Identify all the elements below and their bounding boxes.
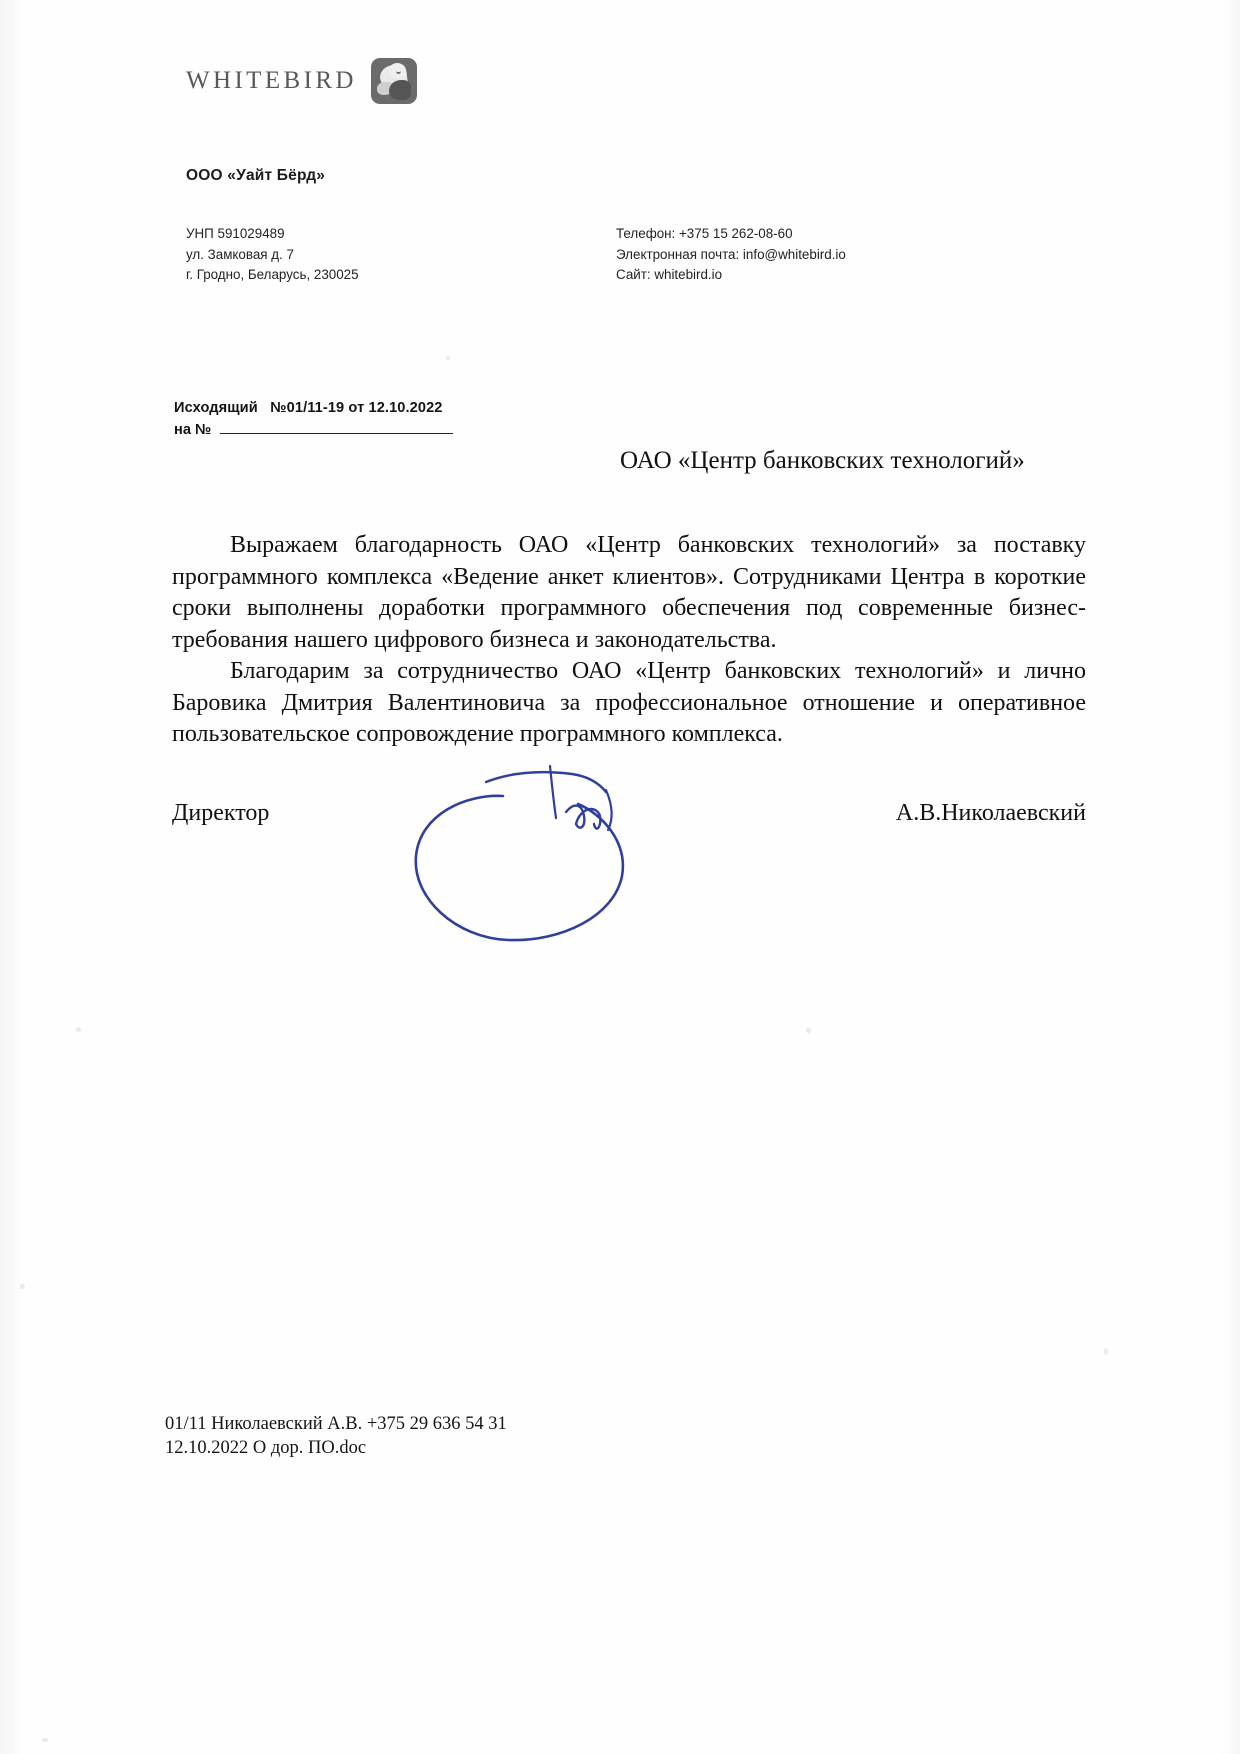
signatory-title: Директор xyxy=(172,800,270,826)
company-email: Электронная почта: info@whitebird.io xyxy=(616,246,846,262)
scan-speck xyxy=(806,1028,811,1033)
letter-body xyxy=(172,530,1086,751)
document-footer xyxy=(165,1412,507,1460)
company-website: Сайт: whitebird.io xyxy=(616,267,723,282)
scan-speck xyxy=(446,356,450,360)
reference-block xyxy=(174,400,453,438)
company-street: ул. Замковая д. 7 xyxy=(186,246,294,262)
outgoing-reference xyxy=(174,400,453,416)
addressee: ОАО «Центр банковских технологий» xyxy=(620,447,1025,474)
reply-label: на № xyxy=(174,422,212,438)
company-tax-id: УНП 591029489 xyxy=(186,226,285,241)
letterhead xyxy=(186,58,417,104)
company-address-column xyxy=(186,224,616,286)
company-name: ООО «Уайт Бёрд» xyxy=(186,167,326,184)
signatory-name: А.В.Николаевский xyxy=(895,800,1086,826)
bird-logo-icon xyxy=(371,58,417,104)
footer-line-contact: 01/11 Николаевский А.В. +375 29 636 54 31 xyxy=(165,1414,507,1434)
body-paragraph-1: Выражаем благодарность ОАО «Центр банковских технологий» за поставку программного комплекса «Ведение анкет клиентов». Сотрудниками Центра в короткие сроки выполнены доработки программного обеспечения под современные бизнес-требования нашего цифрового бизнеса и законодательства. xyxy=(172,532,1086,653)
scan-speck xyxy=(42,1738,48,1742)
scan-edge-right xyxy=(1218,0,1240,1754)
company-contact-column xyxy=(616,224,1046,286)
outgoing-label: Исходящий xyxy=(174,400,258,416)
signature-row xyxy=(172,800,1086,827)
scan-speck xyxy=(76,1027,81,1032)
outgoing-number: №01/11-19 от 12.10.2022 xyxy=(270,400,443,416)
company-phone: Телефон: +375 15 262-08-60 xyxy=(616,226,793,241)
footer-line-file: 12.10.2022 О дор. ПО.doc xyxy=(165,1438,367,1458)
company-contacts xyxy=(186,224,1086,286)
scan-speck xyxy=(20,1284,25,1289)
reply-reference xyxy=(174,422,453,438)
scan-edge-left xyxy=(0,0,26,1754)
body-paragraph-2: Благодарим за сотрудничество ОАО «Центр банковских технологий» и лично Баровика Дмитрия Валентиновича за профессиональное отношение и оперативное пользовательское сопровождение программного комплекса. xyxy=(172,658,1086,747)
reply-number-rule xyxy=(220,433,453,434)
scan-speck xyxy=(1104,1348,1108,1355)
handwritten-signature xyxy=(400,760,660,960)
company-city: г. Гродно, Беларусь, 230025 xyxy=(186,267,359,282)
brand-wordmark: WHITEBIRD xyxy=(186,67,357,94)
